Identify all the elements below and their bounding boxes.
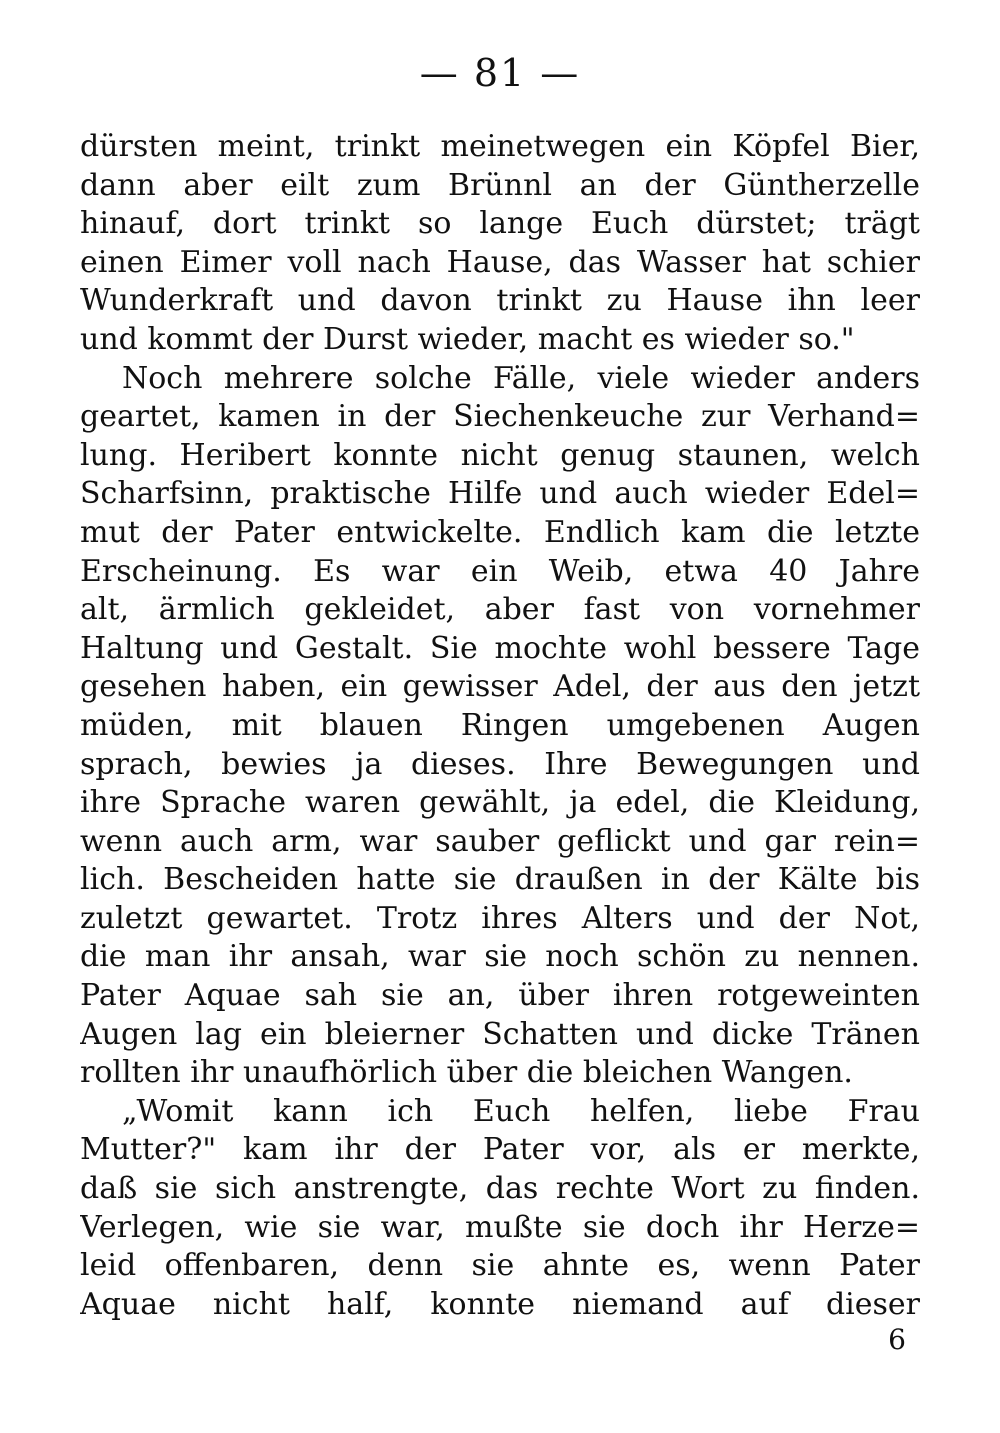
text-line: Pater Aquae sah sie an, über ihren rotgeweinten	[80, 978, 920, 1014]
text-line: geartet, kamen in der Siechenkeuche zur Verhand=	[80, 399, 920, 435]
text-line: wenn auch arm, war sauber geflickt und gar rein=	[80, 823, 920, 859]
text-line: Noch mehrere solche Fälle, viele wieder anders	[122, 360, 920, 396]
text-line: Verlegen, wie sie war, mußte sie doch ihr Herze=	[80, 1209, 920, 1245]
text-line: dann aber eilt zum Brünnl an der Güntherzelle	[80, 167, 920, 203]
text-line: rollten ihr unaufhörlich über die bleichen Wangen.	[80, 1055, 853, 1091]
text-line: dürsten meint, trinkt meinetwegen ein Köpfel Bier,	[80, 129, 920, 164]
body-text	[80, 128, 920, 1324]
text-line: zuletzt gewartet. Trotz ihres Alters und der Not,	[80, 900, 920, 936]
text-line: leid offenbaren, denn sie ahnte es, wenn Pater	[80, 1248, 920, 1284]
text-line: sprach, bewies ja dieses. Ihre Bewegungen und	[80, 746, 920, 782]
text-line: Aquae nicht half, konnte niemand auf dieser	[80, 1286, 920, 1322]
text-line: und kommt der Durst wieder, macht es wieder so."	[80, 321, 855, 357]
page-number: — 81 —	[419, 51, 581, 95]
text-line: lich. Bescheiden hatte sie draußen in der Kälte bis	[80, 862, 920, 898]
text-line: lung. Heribert konnte nicht genug staunen, welch	[80, 437, 920, 473]
text-line: die man ihr ansah, war sie noch schön zu nennen.	[80, 939, 920, 975]
text-line: daß sie sich anstrengte, das rechte Wort zu finden.	[80, 1171, 920, 1207]
text-line: alt, ärmlich gekleidet, aber fast von vornehmer	[80, 592, 920, 628]
text-line: „Womit kann ich Euch helfen, liebe Frau	[122, 1093, 920, 1129]
text-line: Scharfsinn, praktische Hilfe und auch wieder Edel=	[80, 476, 920, 512]
text-line: Augen lag ein bleierner Schatten und dicke Tränen	[80, 1016, 920, 1052]
text-line: Erscheinung. Es war ein Weib, etwa 40 Jahre	[80, 553, 920, 589]
signature-mark: 6	[888, 1323, 906, 1356]
text-line: ihre Sprache waren gewählt, ja edel, die Kleidung,	[80, 785, 920, 821]
text-line: Wunderkraft und davon trinkt zu Hause ihn leer	[80, 283, 920, 319]
text-line: einen Eimer voll nach Hause, das Wasser hat schier	[80, 244, 920, 280]
text-line: hinauf, dort trinkt so lange Euch dürstet; trägt	[80, 206, 920, 242]
text-line: müden, mit blauen Ringen umgebenen Augen	[80, 707, 920, 743]
text-line: Haltung und Gestalt. Sie mochte wohl bessere Tage	[80, 630, 920, 666]
text-line: mut der Pater entwickelte. Endlich kam die letzte	[80, 514, 920, 550]
text-line: gesehen haben, ein gewisser Adel, der aus den jetzt	[80, 669, 920, 705]
text-line: Mutter?" kam ihr der Pater vor, als er merkte,	[80, 1132, 920, 1168]
